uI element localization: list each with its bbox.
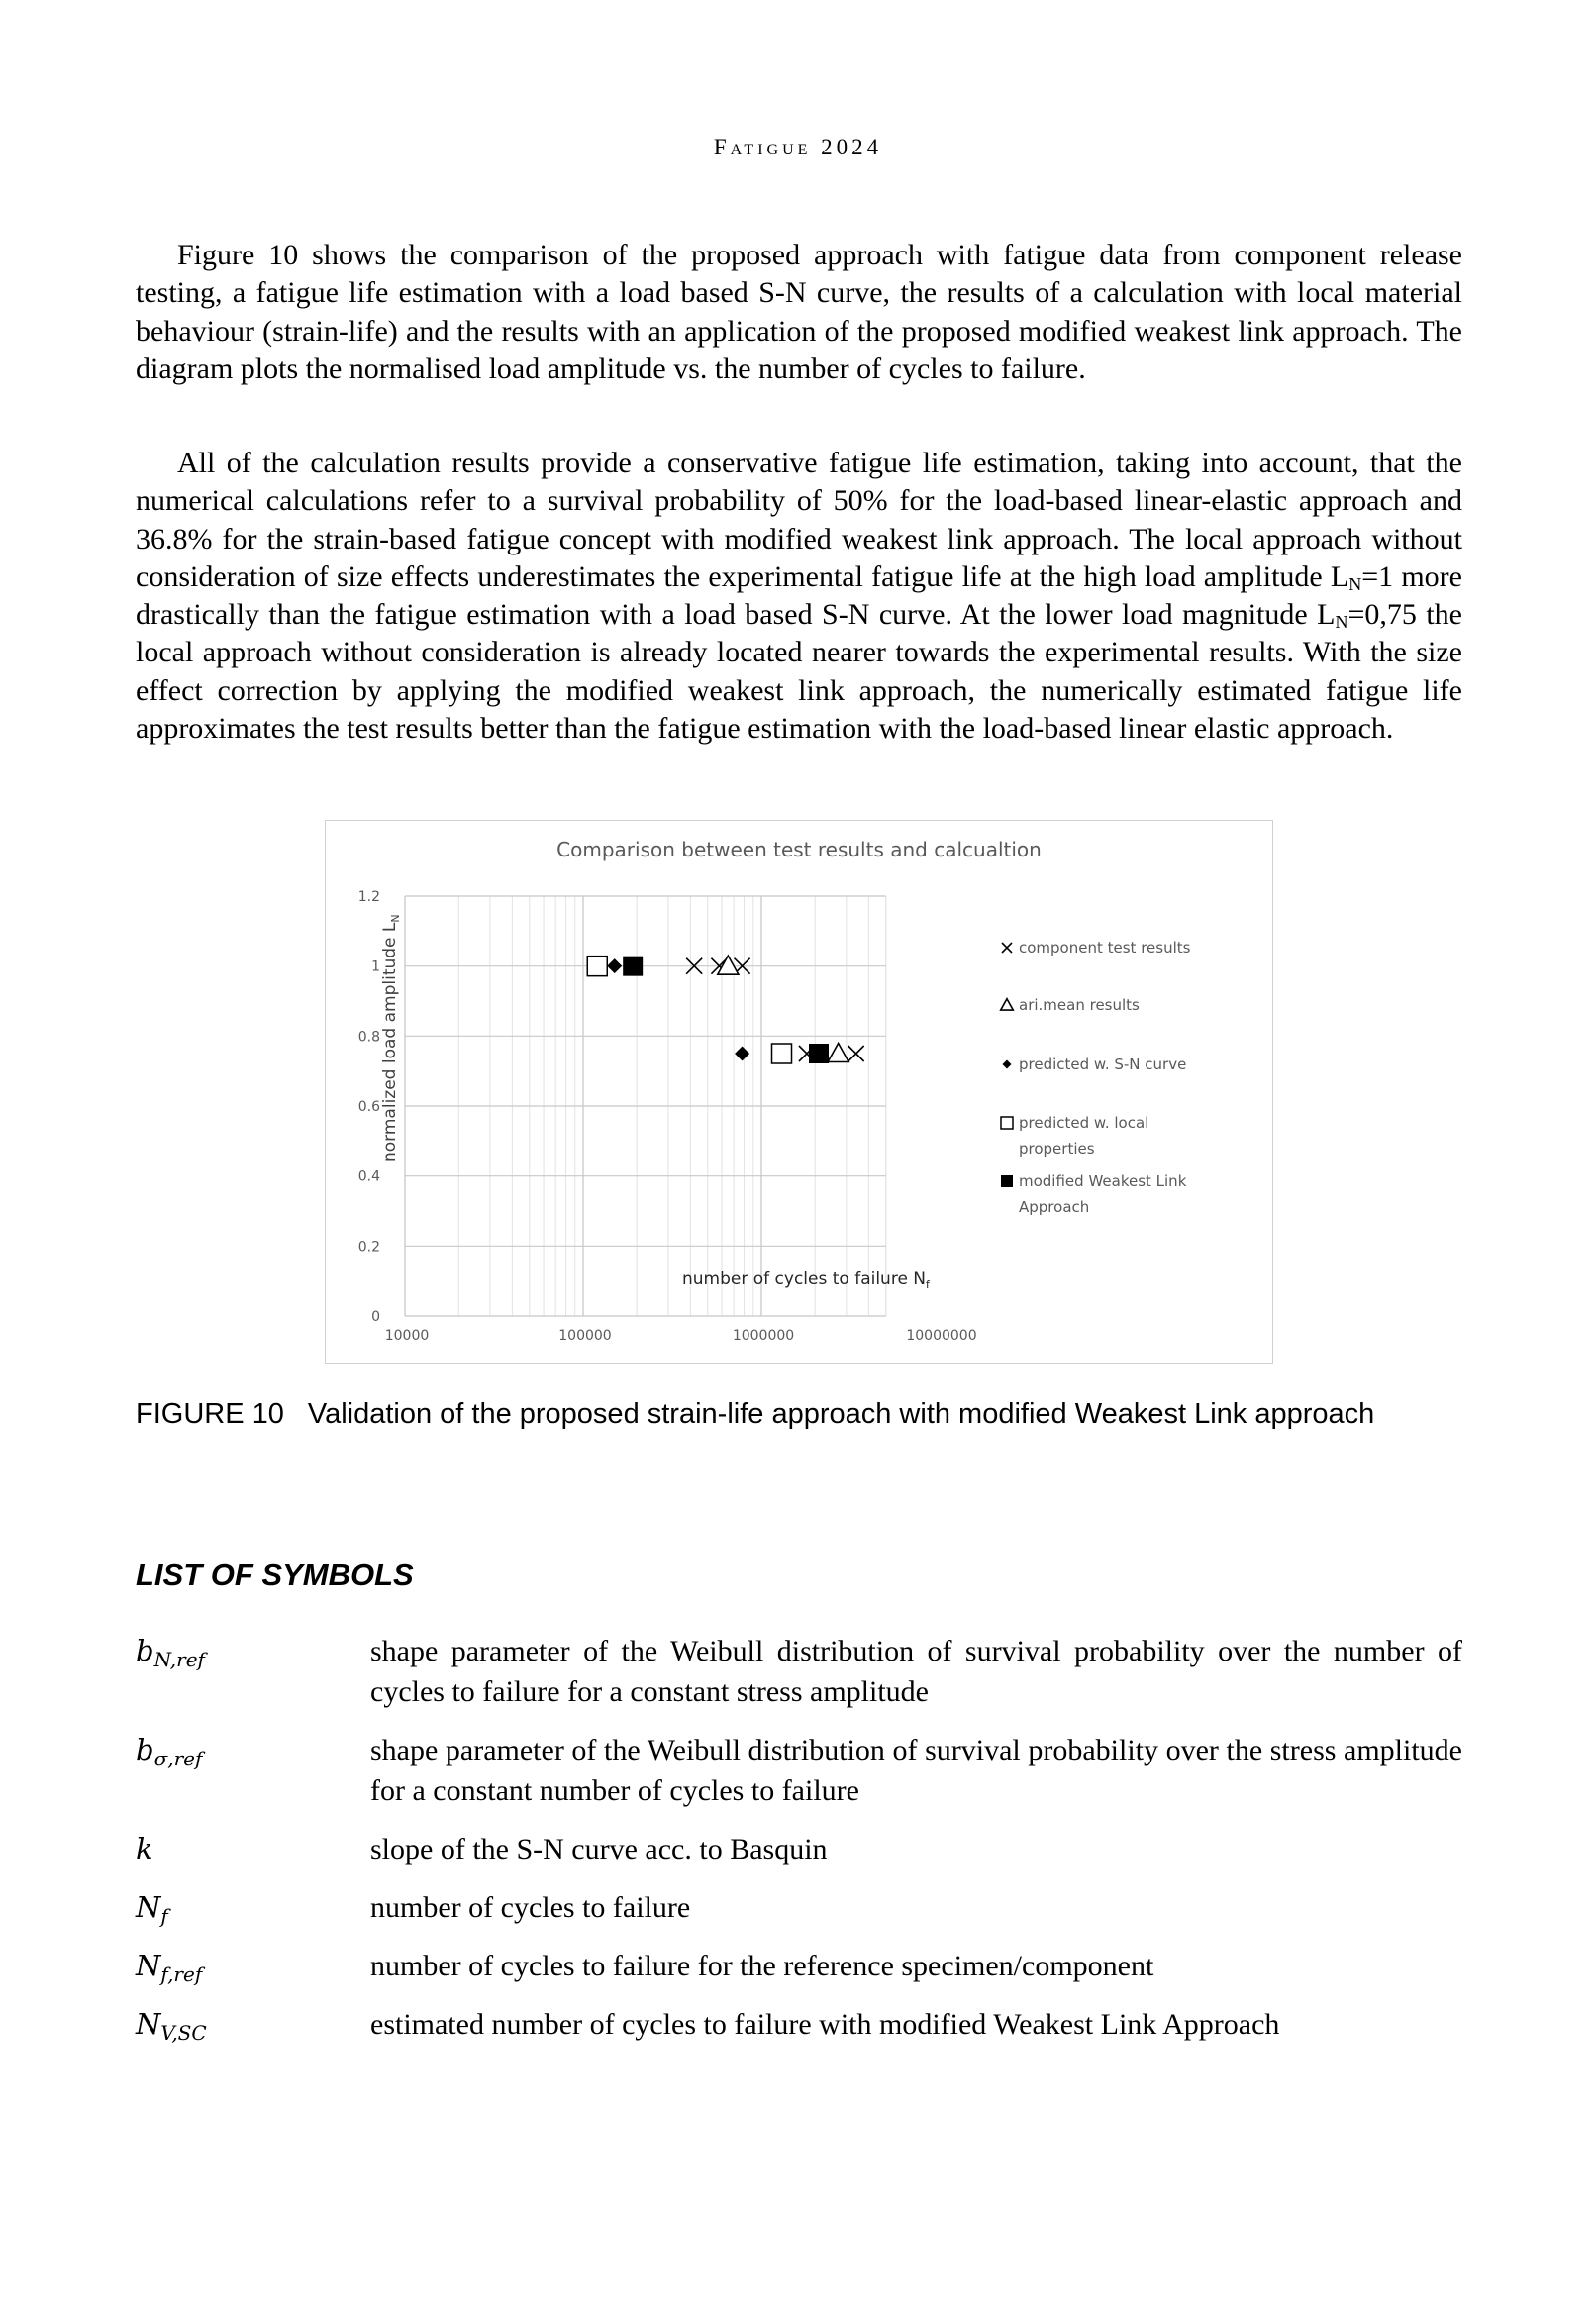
chart-grid [405,896,886,1316]
symbol-base: k [136,1832,153,1865]
diamond-marker-shape [1003,1060,1012,1069]
symbol-row [136,1631,1462,1712]
legend-label: ari.mean results [1019,996,1140,1014]
running-header: Fatigue 2024 [713,135,883,159]
y-axis-label-sub: N [389,914,402,923]
symbol-base: N [136,1890,161,1924]
symbol-sub: f,ref [160,1963,203,1986]
symbol [136,1730,370,1811]
figure-10-chart [325,820,1273,1364]
data-point-diamond-filled [607,958,622,973]
symbol-base: b [136,1634,154,1667]
paragraph-1-text: Figure 10 shows the comparison of the proposed approach with fatigue data from component release testing, a fatigue life estimation with a load based S-N curve, the results of a calculation with local material behaviour (strain-life) and the results with an application of the proposed modified weakest link approach. The diagram plots the normalised load amplitude vs. the number of cycles to failure. [136,239,1462,385]
y-axis-label [380,914,402,1162]
symbol-description: number of cycles to failure for the reference specimen/component [370,1950,1154,1982]
caption-text: Validation of the proposed strain-life approach with modified Weakest Link approach [307,1398,1375,1430]
triangle-marker-shape [1001,999,1014,1010]
symbols-list [136,1631,1462,2063]
data-point-diamond-filled [1003,1060,1012,1069]
p2-part-a: All of the calculation results provide a conservative fatigue life estimation, taking into account, that the numerical calculations refer to a survival probability of 50% for the load-based linear-elastic approach and 36.8% for the strain-based fatigue concept with modified weakest link approach. The local approach without consideration of size effects underestimates the experimental fatigue life at the high load amplitude L [136,447,1462,593]
x-marker-shape [848,1046,864,1061]
filled-square-marker-shape [809,1044,829,1063]
symbol [136,1946,370,1986]
symbol [136,1829,370,1869]
data-point-square-open [587,957,607,976]
chart-marks [587,956,863,1063]
y-tick-label: 0.8 [357,1029,380,1046]
open-square-marker-shape [772,1044,792,1063]
x-tick-label: 100000 [558,1328,612,1344]
symbol-row [136,1730,1462,1811]
paragraph-2 [136,445,1462,761]
data-point-square-filled [623,957,643,976]
x-axis-label-sub: f [926,1278,930,1291]
symbol-base: N [136,1949,161,1982]
diamond-marker-shape [607,958,622,973]
symbol [136,1631,370,1712]
x-marker-shape [1002,943,1012,953]
triangle-marker-shape [828,1044,848,1062]
y-tick-label: 1.2 [357,889,380,905]
paragraph-2-text [136,445,1462,748]
diamond-marker-shape [735,1047,749,1061]
chart-svg [326,821,1272,1363]
data-point-triangle-open [1001,999,1014,1010]
symbol-row [136,1946,1462,1986]
figure-caption [136,1398,1522,1431]
x-axis-label [682,1269,931,1291]
legend-label: predicted w. local [1019,1114,1149,1132]
legend-label-continued: properties [1019,1140,1095,1158]
paragraph-1 [136,237,1462,402]
section-title-symbols: LIST OF SYMBOLS [136,1558,414,1592]
symbol-description: shape parameter of the Weibull distribution of survival probability over the stress amplitude for a constant number of cycles to failure [370,1734,1462,1807]
y-tick-label: 0.4 [357,1168,380,1185]
y-tick-label: 0.6 [357,1099,380,1115]
chart-legend [1001,939,1191,1216]
x-axis-label-text: number of cycles to failure N [682,1269,927,1289]
legend-label: modified Weakest Link [1019,1172,1187,1190]
filled-square-marker-shape [623,957,643,976]
symbol-description: slope of the S-N curve acc. to Basquin [370,1833,828,1865]
caption-number: FIGURE 10 [136,1398,284,1430]
data-point-square-filled [1001,1175,1013,1187]
p2-sub-2: N [1335,612,1348,633]
data-point-square-filled [809,1044,829,1063]
symbol-sub: f [160,1904,168,1928]
chart-title: Comparison between test results and calcualtion [556,838,1042,861]
open-square-marker-shape [1001,1117,1013,1129]
legend-label: predicted w. S-N curve [1019,1056,1187,1073]
symbol-sub: V,SC [160,2021,207,2045]
data-point-x [1002,943,1012,953]
data-point-diamond-filled [735,1047,749,1061]
symbol-description: number of cycles to failure [370,1891,691,1924]
x-tick-label: 1000000 [732,1328,795,1344]
x-tick-label: 10000 [384,1328,430,1344]
symbol [136,1887,370,1928]
legend-label-continued: Approach [1019,1198,1090,1216]
y-tick-label: 1 [371,958,380,975]
open-square-marker-shape [587,957,607,976]
symbol-description: estimated number of cycles to failure with modified Weakest Link Approach [370,2008,1280,2041]
symbol-base: b [136,1733,154,1766]
symbol-sub: σ,ref [153,1747,203,1770]
data-point-triangle-open [828,1044,848,1062]
p2-part-b: =1 more drastically than the fatigue estimation with a load based S-N curve. At the lower load magnitude L [136,559,1462,632]
symbol-row [136,2004,1462,2045]
symbol [136,2004,370,2045]
y-axis-label-text: normalized load amplitude L [380,922,400,1162]
symbol-row [136,1829,1462,1869]
filled-square-marker-shape [1001,1175,1013,1187]
y-tick-label: 0.2 [357,1239,380,1256]
y-tick-label: 0 [371,1309,380,1325]
data-point-square-open [1001,1117,1013,1129]
symbol-description: shape parameter of the Weibull distribution of survival probability over the number of cycles to failure for a constant stress amplitude [370,1635,1462,1708]
x-tick-label: 10000000 [906,1328,977,1344]
p2-sub-1: N [1348,573,1362,594]
symbol-base: N [136,2007,161,2041]
data-point-square-open [772,1044,792,1063]
legend-label: component test results [1019,939,1191,957]
p2-part-c: =0,75 the local approach without consideration is already located nearer towards the experimental results. With the size effect correction by applying the modified weakest link approach, the numerically estimated fatigue life approximates the test results better than the fatigue estimation with the load-based linear elastic approach. [136,598,1462,746]
symbol-row [136,1887,1462,1928]
symbol-sub: N,ref [153,1648,205,1671]
data-point-x [848,1046,864,1061]
